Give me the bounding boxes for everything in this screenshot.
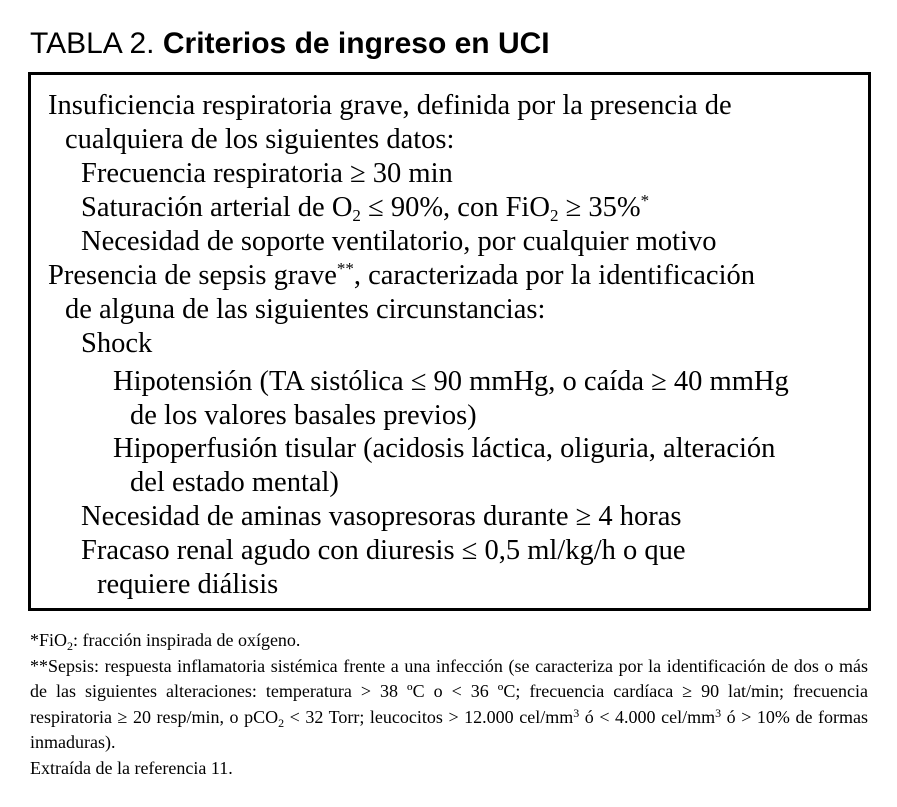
sepsis-criterion-line2: de alguna de las siguientes circunstancias:: [65, 294, 546, 325]
shock-item: Shock: [81, 328, 153, 359]
respiratory-criterion-line1: Insuficiencia respiratoria grave, definida por la presencia de: [48, 90, 732, 121]
hypotension-item-cont: de los valores basales previos): [130, 400, 477, 431]
respiratory-rate-item: Frecuencia respiratoria ≥ 30 min: [81, 158, 453, 189]
ventilatory-support-item: Necesidad de soporte ventilatorio, por cualquier motivo: [81, 226, 717, 257]
oxygen-saturation-item: Saturación arterial de $O_2 \le 90\%$, con FiO$_2$ ≥ 35%*: [81, 191, 650, 225]
criteria-box: [28, 72, 871, 611]
renal-failure-item-cont: requiere diálisis: [97, 569, 279, 600]
respiratory-criterion-line2: cualquiera de los siguientes datos:: [65, 124, 455, 155]
hypoperfusion-item-cont: del estado mental): [130, 467, 339, 498]
footnote-sepsis: **Sepsis: respuesta inflamatoria sistémica frente a una infección (se caracteriza por la identificación de dos o más de las siguientes alteraciones: temperatura > 38 ºC o < 36 ºC; frecuencia cardíaca ≥ 90 lat/min; frecuencia respiratoria ≥ 20 resp/min, o pCO$_2$ < 32 Torr; leucocitos > 12.000 cel/$mm^3$ ó < 4.000 cel/$mm^3$ ó > 10% de formas inmaduras).: [30, 655, 868, 752]
table-label: TABLA 2.: [30, 27, 155, 60]
hypoperfusion-item: Hipoperfusión tisular (acidosis láctica, oliguria, alteración: [113, 433, 776, 464]
vasopressors-item: Necesidad de aminas vasopresoras durante ≥ 4 horas: [81, 501, 682, 532]
hypotension-item: Hipotensión (TA sistólica ≤ 90 mmHg, o caída ≥ 40 mmHg: [113, 366, 789, 397]
table-title: [30, 24, 550, 64]
sepsis-criterion-line1: Presencia de sepsis grave**, caracterizada por la identificación: [48, 259, 755, 291]
table-heading: Criterios de ingreso en UCI: [162, 27, 550, 60]
footnote-fio2: *FiO$_2$: fracción inspirada de oxígeno.: [30, 630, 301, 653]
footnotes: [30, 628, 868, 781]
footnote-source: Extraída de la referencia 11.: [30, 757, 233, 778]
renal-failure-item: Fracaso renal agudo con diuresis ≤ 0,5 ml/kg/h o que: [81, 535, 686, 566]
